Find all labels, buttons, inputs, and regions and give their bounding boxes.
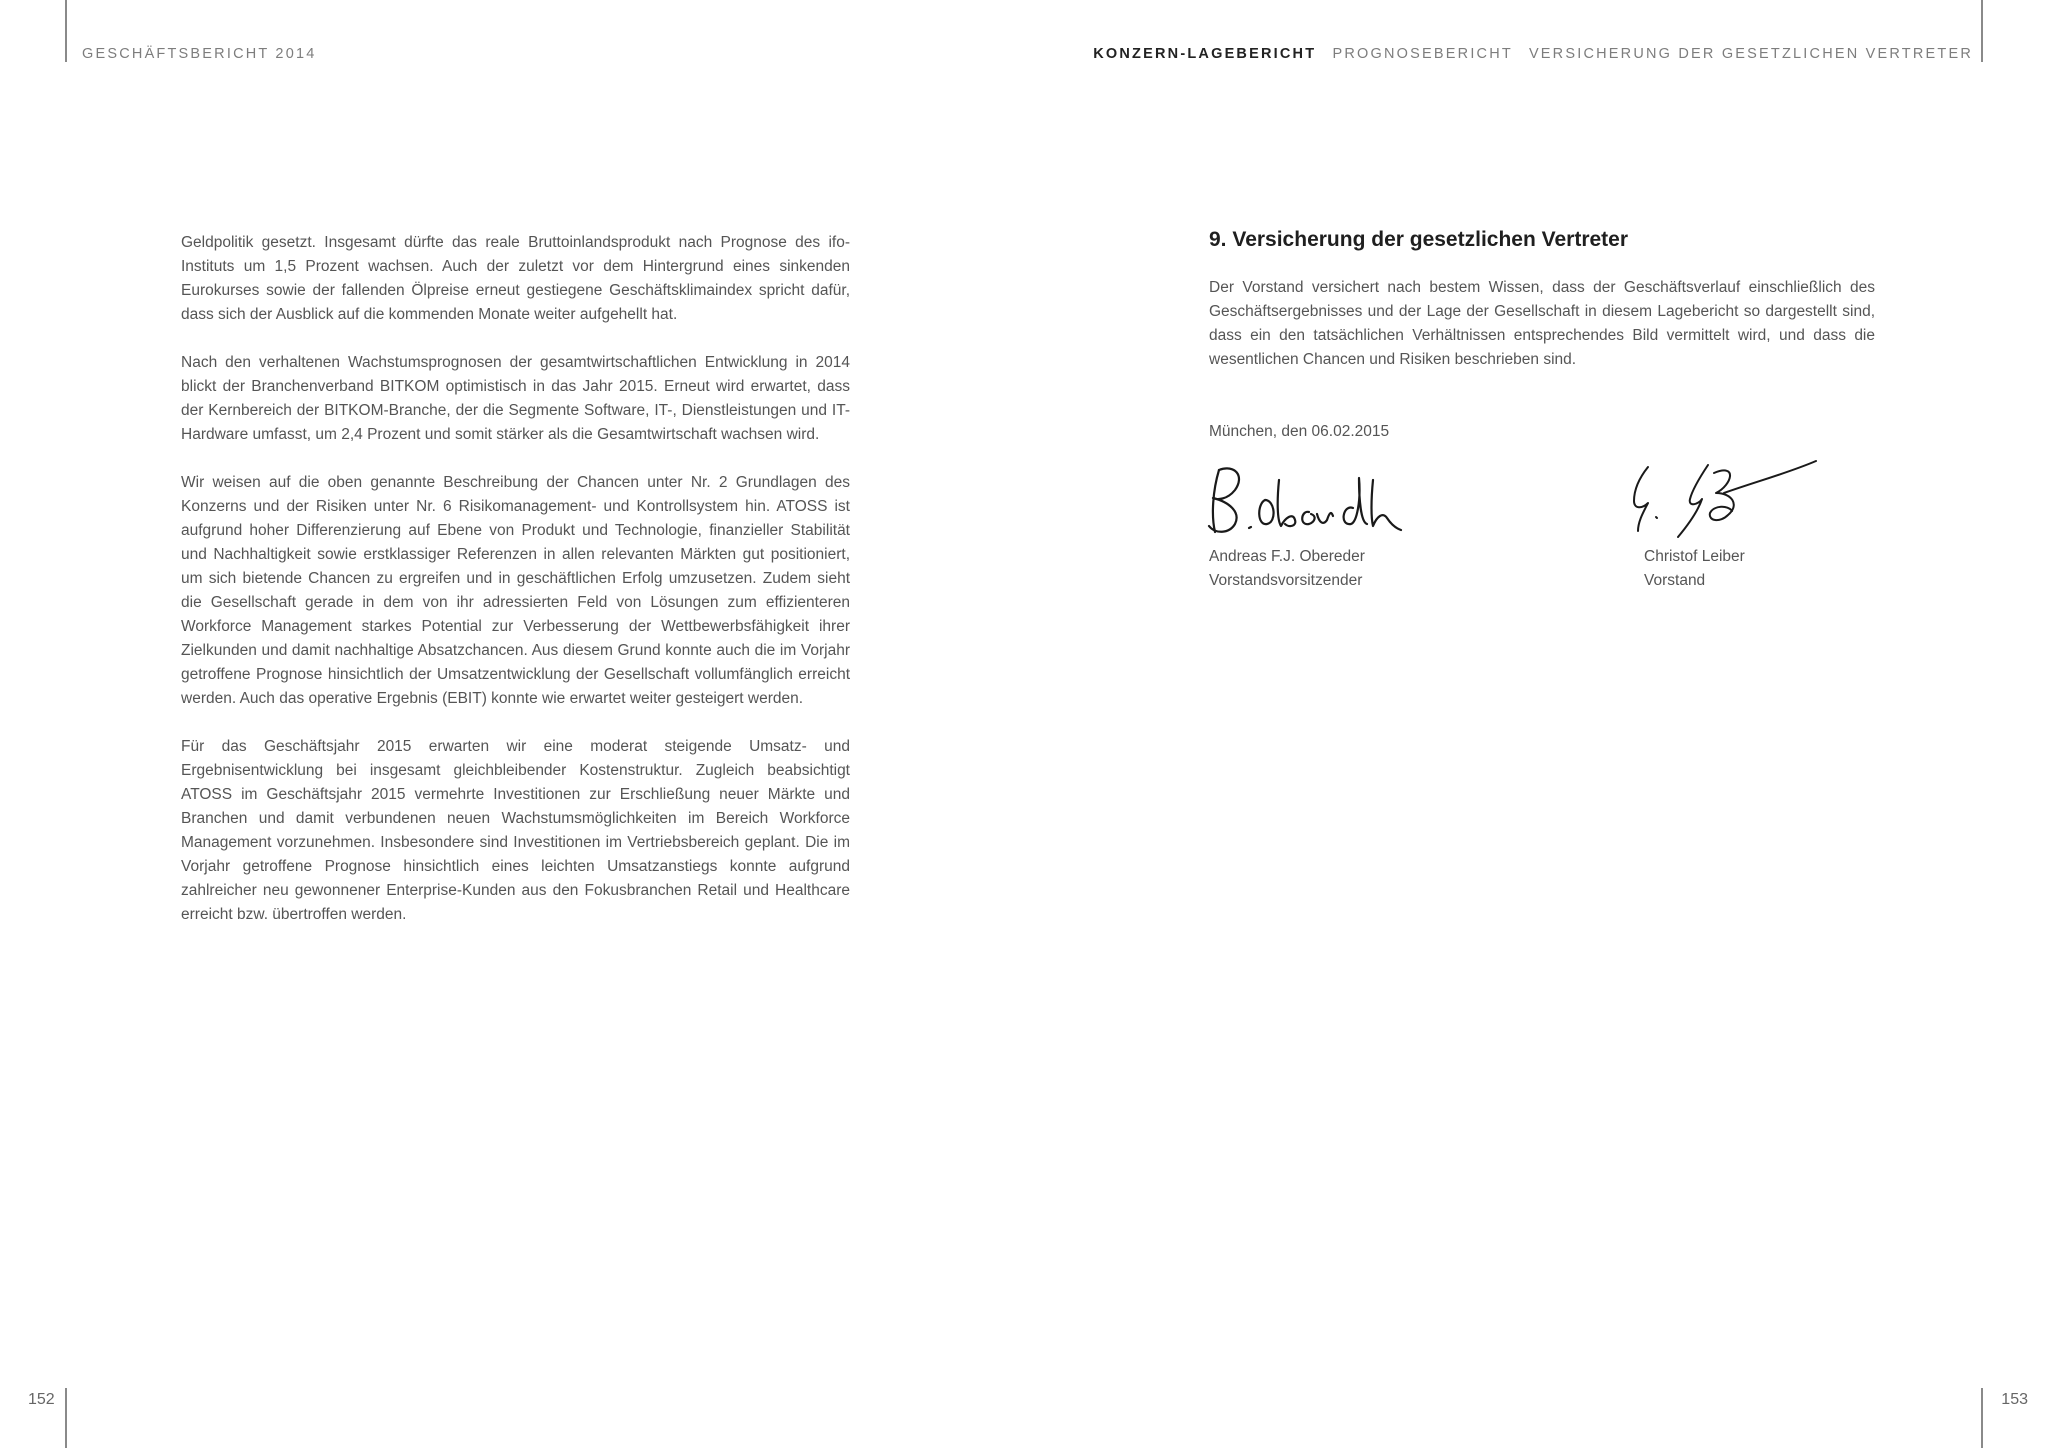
header-subsection-current: VERSICHERUNG DER GESETZLICHEN VERTRETER	[1528, 46, 1973, 62]
signing-date: München, den 06.02.2015	[1209, 423, 1390, 440]
header-section: KONZERN-LAGEBERICHT	[1093, 46, 1317, 62]
signatory-obereder	[1209, 545, 1365, 593]
bottom-left-rule	[65, 1388, 67, 1448]
top-right-rule	[1981, 0, 1983, 62]
signatory-leiber	[1644, 545, 1745, 593]
page-number-right: 153	[2001, 1391, 2028, 1408]
left-page-text	[181, 231, 850, 951]
signatory-role: Vorstand	[1644, 572, 1706, 589]
paragraph: Nach den verhaltenen Wachstumsprognosen der gesamtwirtschaftlichen Entwicklung in 2014 blickt der Branchenverband BITKOM optimistisch in das Jahr 2015. Erneut wird erwartet, dass der Kernbereich der BITKOM-Branche, der die Segmente Software, IT-, Dienstleistungen und IT-Hardware umfasst, um 2,4 Prozent und somit stärker als die Gesamtwirtschaft wachsen wird.	[181, 354, 850, 443]
page-number-left: 152	[28, 1391, 55, 1408]
bottom-right-rule	[1981, 1388, 1983, 1448]
signature-leiber	[1628, 455, 1828, 550]
section-body: Der Vorstand versichert nach bestem Wissen, dass der Geschäftsverlauf einschließlich des Geschäftsergebnisses und der Lage der Gesellschaft in diesem Lagebericht so dargestellt sind, dass ein den tatsächlichen Verhältnissen entsprechendes Bild vermittelt wird, und dass die wesentlichen Chancen und Risiken beschrieben sind.	[1209, 279, 1875, 368]
section-title: 9. Versicherung der gesetzlichen Vertreter	[1209, 228, 1629, 251]
signature-obereder	[1205, 460, 1405, 540]
paragraph: Wir weisen auf die oben genannte Beschreibung der Chancen unter Nr. 2 Grundlagen des Konzerns und der Risiken unter Nr. 6 Risikomanagement- und Kontrollsystem hin. ATOSS ist aufgrund hoher Differenzierung auf Ebene von Produkt und Technologie, finanzieller Stabilität und Nachhaltigkeit sowie erstklassiger Referenzen in allen relevanten Märkten gut positioniert, um sich bietende Chancen zu ergreifen und in geschäftlichen Erfolg umzusetzen. Zudem sieht die Gesellschaft gerade in dem von ihr adressierten Feld von Lösungen zum effizienteren Workforce Management starkes Potential zur Verbesserung der Wettbewerbsfähigkeit ihrer Zielkunden und damit nachhaltige Absatzchancen. Aus diesem Grund konnte auch die im Vorjahr getroffene Prognose hinsichtlich der Umsatzentwicklung der Gesellschaft vollumfänglich erreicht werden. Auch das operative Ergebnis (EBIT) konnte wie erwartet weiter gesteigert werden.	[181, 474, 850, 707]
paragraph: Für das Geschäftsjahr 2015 erwarten wir eine moderat steigende Umsatz- und Ergebnisentwicklung bei insgesamt gleichbleibender Kostenstruktur. Zugleich beabsichtigt ATOSS im Geschäftsjahr 2015 vermehrte Investitionen zur Erschließung neuer Märkte und Branchen und damit verbundenen neuen Wachstumsmöglichkeiten im Bereich Workforce Management vorzunehmen. Insbesondere sind Investitionen im Vertriebsbereich geplant. Die im Vorjahr getroffene Prognose hinsichtlich eines leichten Umsatzanstiegs konnte aufgrund zahlreicher neu gewonnener Enterprise-Kunden aus den Fokusbranchen Retail und Healthcare erreicht bzw. übertroffen werden.	[181, 738, 850, 923]
header-right	[1093, 46, 1973, 62]
right-page-section	[1209, 226, 1875, 372]
signatory-name: Christof Leiber	[1644, 548, 1745, 565]
top-left-rule	[65, 0, 67, 62]
signatory-name: Andreas F.J. Obereder	[1209, 548, 1365, 565]
signatory-role: Vorstandsvorsitzender	[1209, 572, 1363, 589]
header-subsection: PROGNOSEBERICHT	[1332, 46, 1513, 62]
paragraph: Geldpolitik gesetzt. Insgesamt dürfte das reale Bruttoinlandsprodukt nach Prognose des ifo-Instituts um 1,5 Prozent wachsen. Auch der zuletzt vor dem Hintergrund eines sinkenden Eurokurses sowie der fallenden Ölpreise erneut gestiegene Geschäftsklimaindex spricht dafür, dass sich der Ausblick auf die kommenden Monate weiter aufgehellt hat.	[181, 234, 850, 323]
header-left: GESCHÄFTSBERICHT 2014	[82, 46, 317, 62]
